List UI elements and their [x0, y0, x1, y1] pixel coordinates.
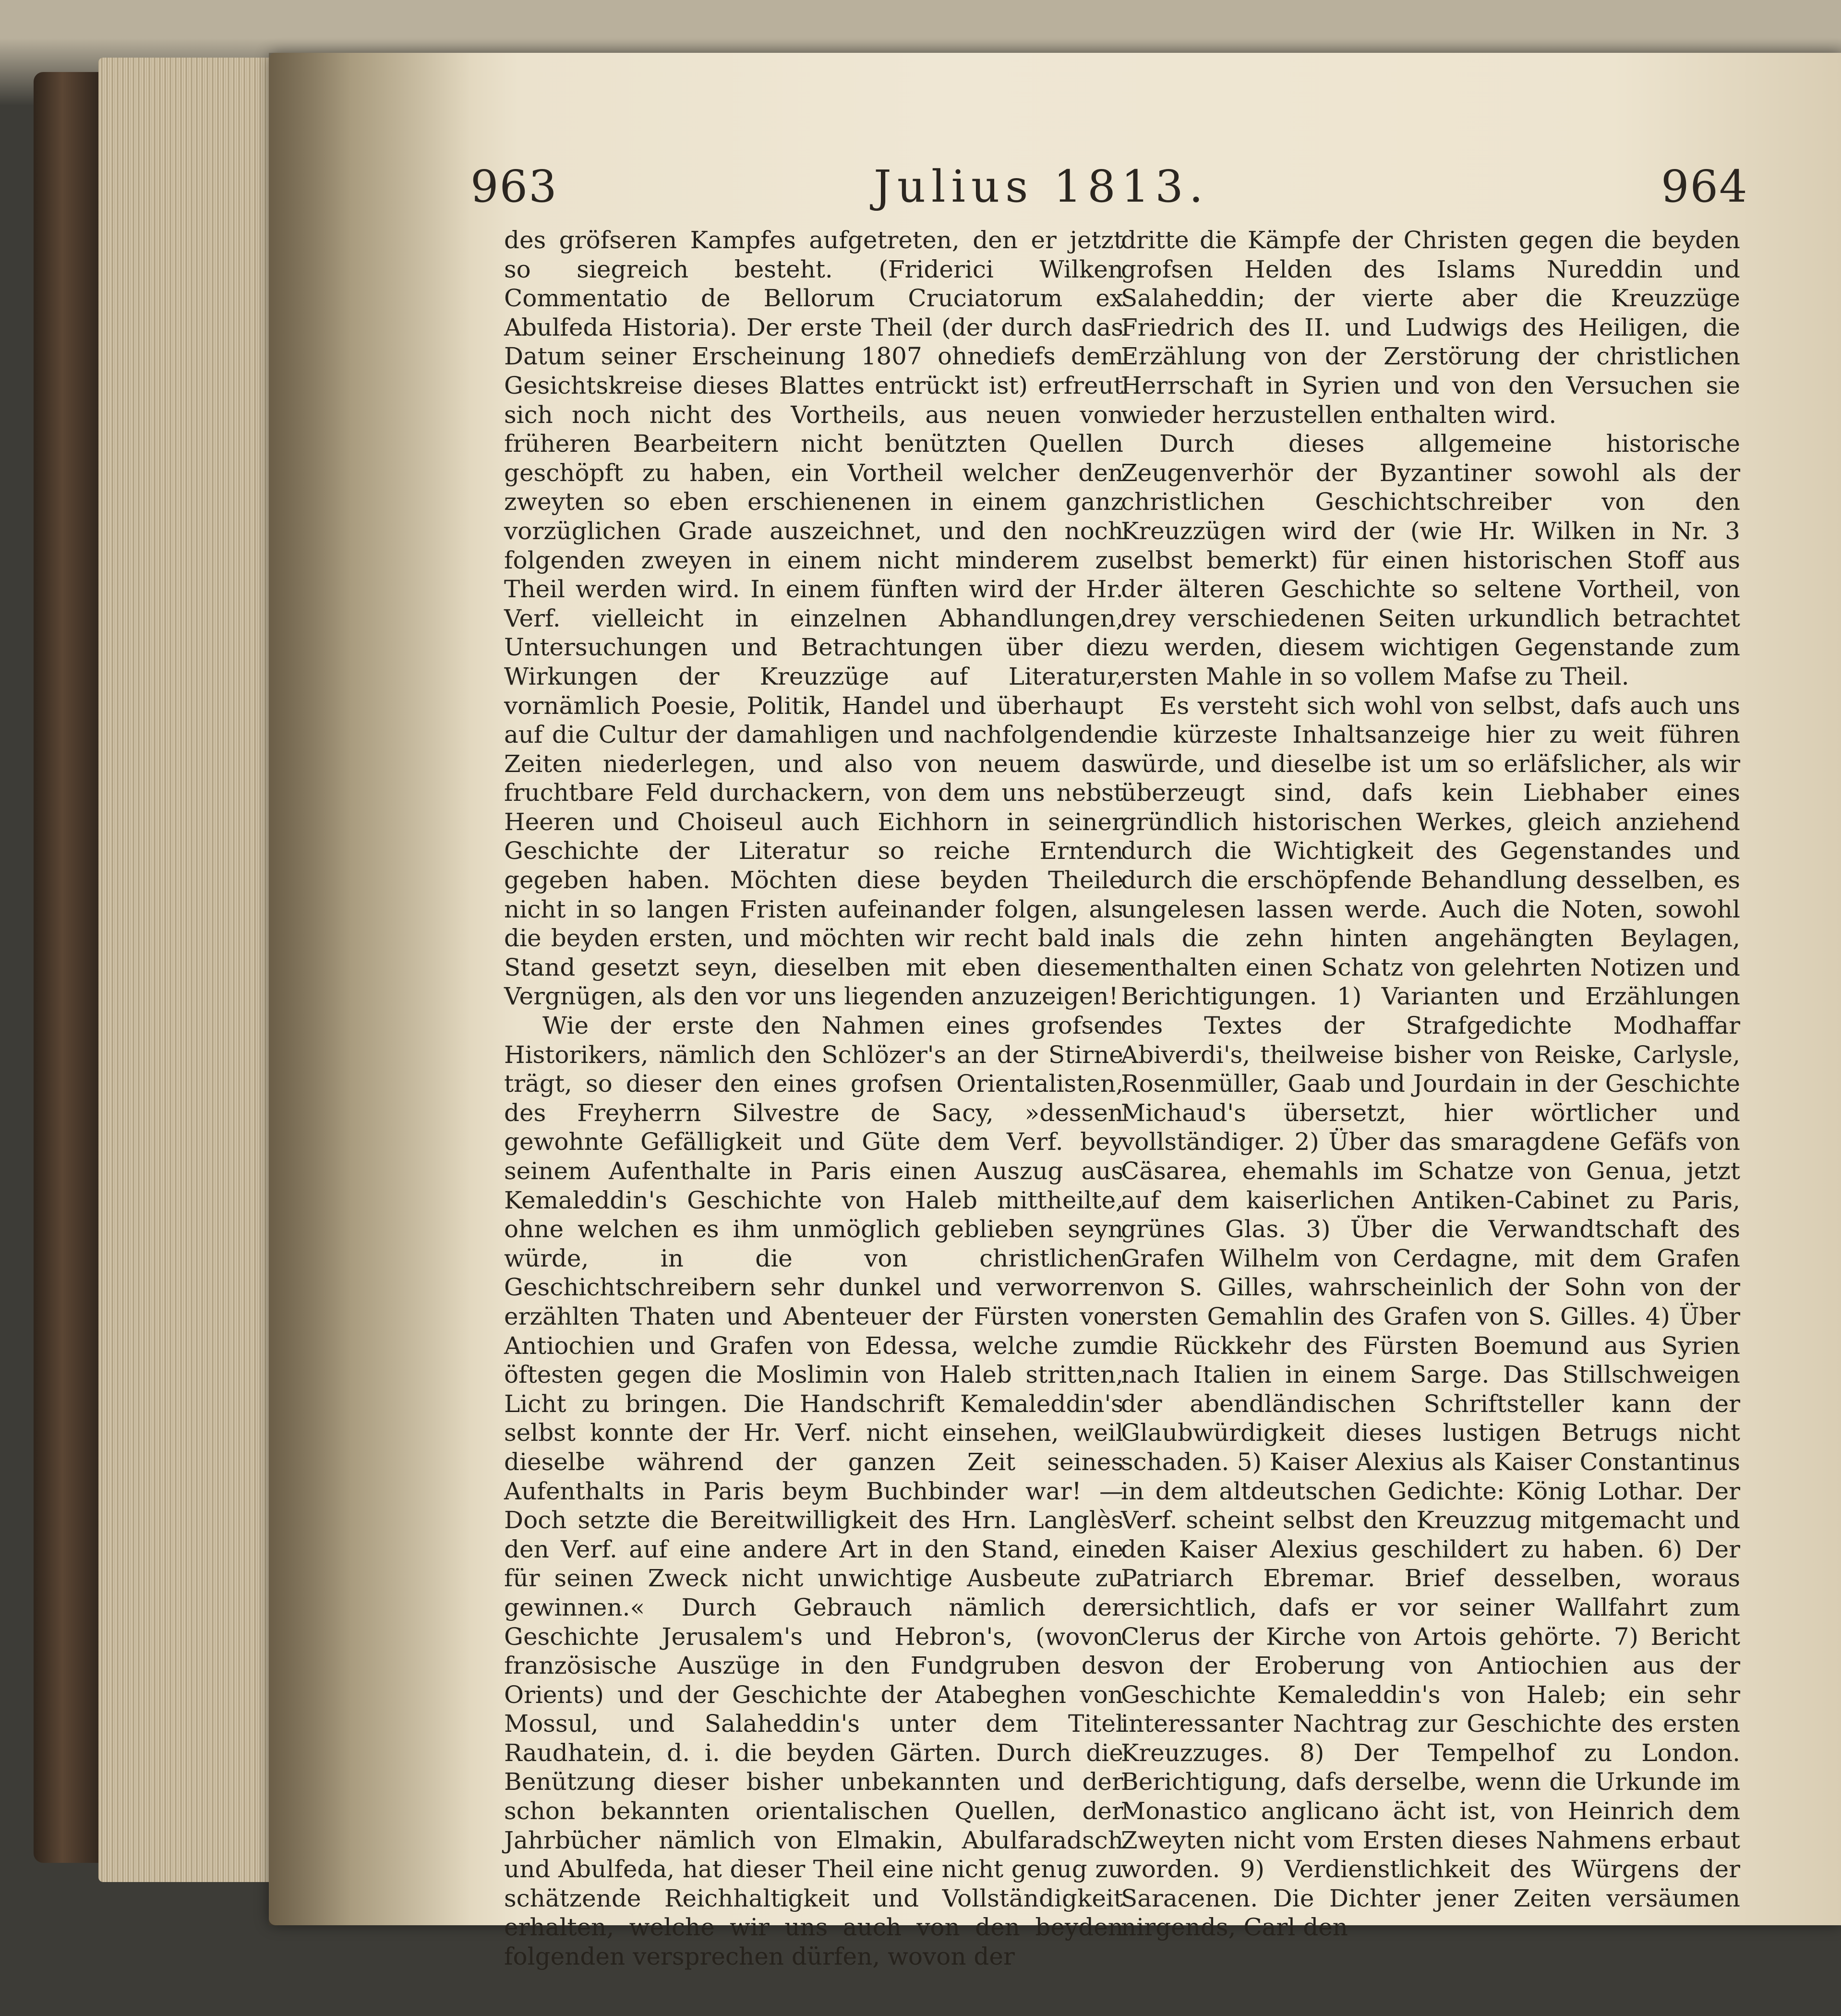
paragraph: dritte die Kämpfe der Christen gegen die beyden grofsen Helden des Islams Nureddin und Salaheddin; der vierte aber die Kreuzzüge Friedrich des II. und Ludwigs des Heiligen, die Erzählung von der Zerstörung der christlichen Herrschaft in Syrien und von den Versuchen sie wieder herzustellen enthalten wird. [1121, 226, 1740, 429]
paragraph: Es versteht sich wohl von selbst, dafs auch uns die kürzeste Inhaltsanzeige hier zu weit führen würde, und dieselbe ist um so erläfslicher, als wir überzeugt sind, dafs kein Liebhaber eines gründlich historischen Werkes, gleich anziehend durch die Wichtigkeit des Gegenstandes und durch die erschöpfende Behandlung desselben, es ungelesen lassen werde. Auch die Noten, sowohl als die zehn hinten angehängten Beylagen, enthalten einen Schatz von gelehrten Notizen und Berichtigungen. 1) Varianten und Erzählungen des Textes der Strafgedichte Modhaffar Abiverdi's, theilweise bisher von Reiske, Carlysle, Rosenmüller, Gaab und Jourdain in der Geschichte Michaud's übersetzt, hier wörtlicher und vollständiger. 2) Über das smaragdene Gefäfs von Cäsarea, ehemahls im Schatze von Genua, jetzt auf dem kaiserlichen Antiken-Cabinet zu Paris, grünes Glas. 3) Über die Verwandtschaft des Grafen Wilhelm von Cerdagne, mit dem Grafen von S. Gilles, wahrscheinlich der Sohn von der ersten Gemahlin des Grafen von S. Gilles. 4) Über die Rückkehr des Fürsten Boemund aus Syrien nach Italien in einem Sarge. Das Stillschweigen der abendländischen Schriftsteller kann der Glaubwürdigkeit dieses lustigen Betrugs nicht schaden. 5) Kaiser Alexius als Kaiser Constantinus in dem altdeutschen Gedichte: König Lothar. Der Verf. scheint selbst den Kreuzzug mitgemacht und den Kaiser Alexius geschildert zu haben. 6) Der Patriarch Ebremar. Brief desselben, woraus ersichtlich, dafs er vor seiner Wallfahrt zum Clerus der Kirche von Artois gehörte. 7) Bericht von der Eroberung von Antiochien aus der Geschichte Kemaleddin's von Haleb; ein sehr interessanter Nachtrag zur Geschichte des ersten Kreuzzuges. 8) Der Tempelhof zu London. Berichtigung, dafs derselbe, wenn die Urkunde im Monastico anglicano ächt ist, von Heinrich dem Zweyten nicht vom Ersten dieses Nahmens erbaut worden. 9) Verdienstlichkeit des Würgens der Saracenen. Die Dichter jener Zeiten versäumen nirgends, Carl den [1121, 691, 1740, 1942]
left-column [504, 226, 1123, 1971]
page-number-left: 963 [470, 161, 558, 212]
running-head [202, 161, 1748, 218]
right-column [1121, 226, 1740, 1942]
book-spine [34, 72, 106, 1863]
paragraph: Durch dieses allgemeine historische Zeugenverhör der Byzantiner sowohl als der christlichen Geschichtschreiber von den Kreuzzügen wird der (wie Hr. Wilken in Nr. 3 selbst bemerkt) für einen historischen Stoff aus der älteren Geschichte so seltene Vortheil, von drey verschiedenen Seiten urkundlich betrachtet zu werden, diesem wichtigen Gegenstande zum ersten Mahle in so vollem Mafse zu Theil. [1121, 430, 1740, 690]
running-title: Julius 1813. [874, 161, 1209, 212]
page-number-right: 964 [1661, 161, 1748, 212]
paragraph: des gröfseren Kampfes aufgetreten, den er jetzt so siegreich besteht. (Friderici Wilken Commentatio de Bellorum Cruciatorum ex Abulfeda Historia). Der erste Theil (der durch das Datum seiner Erscheinung 1807 ohnediefs dem Gesichtskreise dieses Blattes entrückt ist) erfreut sich noch nicht des Vortheils, aus neuen von früheren Bearbeitern nicht benützten Quellen geschöpft zu haben, ein Vortheil welcher den zweyten so eben erschienenen in einem ganz vorzüglichen Grade auszeichnet, und den noch folgenden zweyen in einem nicht minderem zu Theil werden wird. In einem fünften wird der Hr. Verf. vielleicht in einzelnen Abhandlungen, Untersuchungen und Betrachtungen über die Wirkungen der Kreuzzüge auf Literatur, vornämlich Poesie, Politik, Handel und überhaupt auf die Cultur der damahligen und nachfolgenden Zeiten niederlegen, und also von neuem das fruchtbare Feld durchackern, von dem uns nebst Heeren und Choiseul auch Eichhorn in seiner Geschichte der Literatur so reiche Ernten gegeben haben. Möchten diese beyden Theile nicht in so langen Fristen aufeinander folgen, als die beyden ersten, und möchten wir recht bald in Stand gesetzt seyn, dieselben mit eben diesem Vergnügen, als den vor uns liegenden anzuzeigen! [504, 226, 1123, 1011]
gutter-shadow [269, 53, 470, 1925]
paragraph: Wie der erste den Nahmen eines grofsen Historikers, nämlich den Schlözer's an der Stirne trägt, so dieser den eines grofsen Orientalisten, des Freyherrn Silvestre de Sacy, »dessen gewohnte Gefälligkeit und Güte dem Verf. bey seinem Aufenthalte in Paris einen Auszug aus Kemaleddin's Geschichte von Haleb mittheilte, ohne welchen es ihm unmöglich geblieben seyn würde, in die von christlichen Geschichtschreibern sehr dunkel und verworren erzählten Thaten und Abenteuer der Fürsten von Antiochien und Grafen von Edessa, welche zum öftesten gegen die Moslimin von Haleb stritten, Licht zu bringen. Die Handschrift Kemaleddin's selbst konnte der Hr. Verf. nicht einsehen, weil dieselbe während der ganzen Zeit seines Aufenthalts in Paris beym Buchbinder war! — Doch setzte die Bereitwilligkeit des Hrn. Langlès den Verf. auf eine andere Art in den Stand, eine für seinen Zweck nicht unwichtige Ausbeute zu gewinnen.« Durch Gebrauch nämlich der Geschichte Jerusalem's und Hebron's, (wovon französische Auszüge in den Fundgruben des Orients) und der Geschichte der Atabeghen von Mossul, und Salaheddin's unter dem Titel Raudhatein, d. i. die beyden Gärten. Durch die Benützung dieser bisher unbekannten und der schon bekannten orientalischen Quellen, der Jahrbücher nämlich von Elmakin, Abulfaradsch und Abulfeda, hat dieser Theil eine nicht genug zu schätzende Reichhaltigkeit und Vollständigkeit erhalten, welche wir uns auch von den beyden folgenden versprechen dürfen, wovon der [504, 1012, 1123, 1971]
